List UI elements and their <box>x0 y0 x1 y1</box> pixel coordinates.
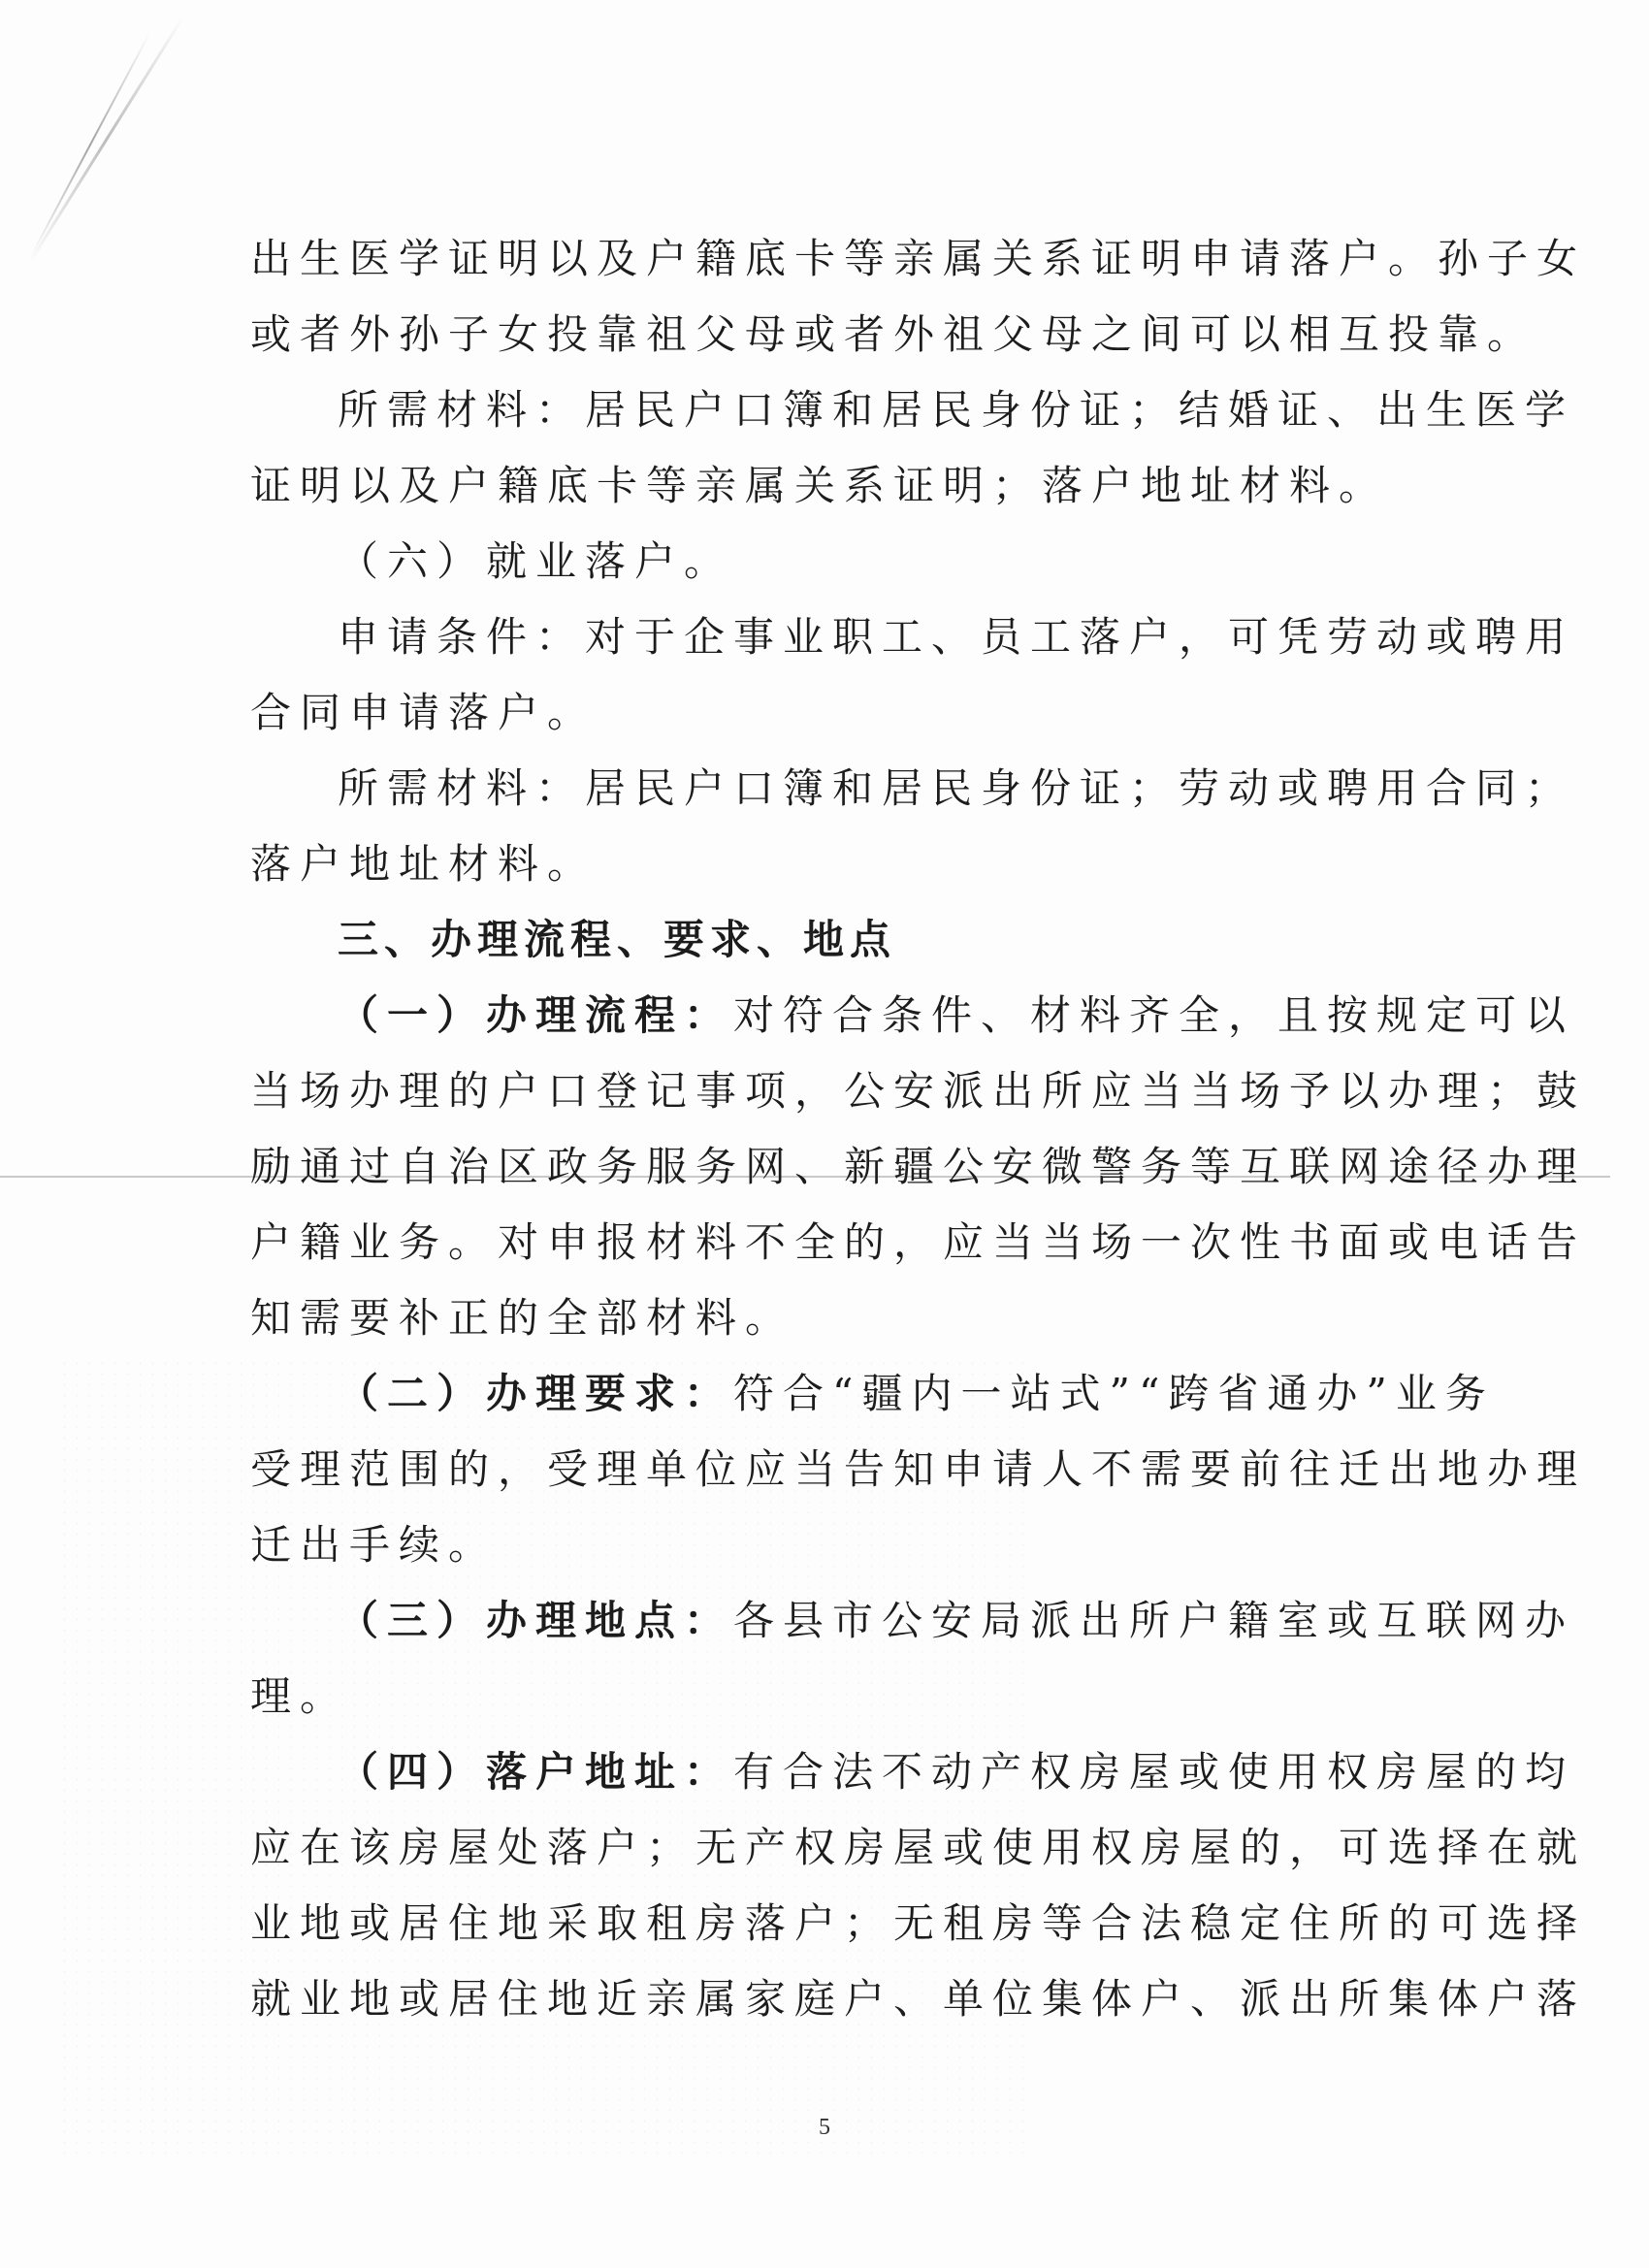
paragraph-lead: （四）落户地址： <box>338 1748 734 1796</box>
subsection-heading <box>250 524 1414 599</box>
text-line <box>250 373 1575 448</box>
paragraph-lead: （三）办理地点： <box>338 1597 734 1644</box>
section-title: 三、办理流程、要求、地点 <box>338 916 897 963</box>
line-text: 有合法不动产权房屋或使用权房屋的均 <box>733 1748 1575 1796</box>
text-line <box>250 1356 1495 1432</box>
line-text: 对符合条件、材料齐全，且按规定可以 <box>733 991 1575 1039</box>
text-line <box>250 1053 1587 1129</box>
text-line <box>250 1886 1587 1961</box>
line-text: 申请条件：对于企事业职工、员工落户，可凭劳动或聘用 <box>338 613 1575 661</box>
line-text: 业地或居住地采取租房落户；无租房等合法稳定住所的可选择 <box>250 1899 1587 1947</box>
text-line <box>250 1507 1414 1583</box>
line-text: 证明以及户籍底卡等亲属关系证明；落户地址材料。 <box>250 462 1389 509</box>
text-line <box>250 1734 1575 1810</box>
text-line <box>250 978 1575 1053</box>
line-text: 知需要补正的全部材料。 <box>250 1294 795 1342</box>
section-heading <box>250 902 1414 978</box>
line-text: 落户地址材料。 <box>250 840 598 888</box>
line-text: 所需材料：居民户口簿和居民身份证；劳动或聘用合同； <box>338 764 1575 812</box>
text-line <box>250 1659 1414 1734</box>
text-line <box>250 826 1414 902</box>
text-line <box>250 448 1414 524</box>
scan-fold-mark-2 <box>28 16 185 264</box>
line-text: 户籍业务。对申报材料不全的，应当当场一次性书面或电话告 <box>250 1218 1587 1266</box>
paragraph-lead: （一）办理流程： <box>338 991 734 1039</box>
line-text: 理。 <box>250 1672 350 1720</box>
line-text: 迁出手续。 <box>250 1521 499 1569</box>
line-text: 所需材料：居民户口簿和居民身份证；结婚证、出生医学 <box>338 386 1575 434</box>
line-text: （六）就业落户。 <box>338 537 734 585</box>
line-text: 合同申请落户。 <box>250 689 598 736</box>
line-text: 或者外孙子女投靠祖父母或者外祖父母之间可以相互投靠。 <box>250 310 1537 358</box>
line-text: 应在该房屋处落户；无产权房屋或使用权房屋的，可选择在就 <box>250 1824 1587 1871</box>
text-line <box>250 1205 1587 1280</box>
text-line <box>250 1432 1587 1507</box>
line-text: 各县市公安局派出所户籍室或互联网办 <box>733 1597 1575 1644</box>
line-text: 励通过自治区政务服务网、新疆公安微警务等互联网途径办理 <box>250 1143 1587 1190</box>
body-text <box>250 221 1587 2037</box>
scan-fold-mark <box>30 33 150 257</box>
text-line <box>250 1129 1587 1205</box>
text-line <box>250 599 1575 675</box>
text-line <box>250 1810 1587 1886</box>
text-line <box>250 675 1414 751</box>
text-line <box>250 1280 1414 1356</box>
paragraph-lead: （二）办理要求： <box>338 1370 734 1417</box>
text-line <box>250 1583 1575 1659</box>
line-text: 当场办理的户口登记事项，公安派出所应当当场予以办理；鼓 <box>250 1067 1587 1115</box>
text-line <box>250 1961 1587 2037</box>
line-text: 出生医学证明以及户籍底卡等亲属关系证明申请落户。孙子女 <box>250 235 1587 282</box>
line-text: 符合“疆内一站式”“跨省通办”业务 <box>733 1370 1495 1417</box>
line-text: 受理范围的，受理单位应当告知申请人不需要前往迁出地办理 <box>250 1445 1587 1493</box>
text-line <box>250 221 1587 297</box>
page-number: 5 <box>819 2115 830 2140</box>
text-line <box>250 297 1537 373</box>
text-line <box>250 751 1575 826</box>
line-text: 就业地或居住地近亲属家庭户、单位集体户、派出所集体户落 <box>250 1975 1587 2023</box>
